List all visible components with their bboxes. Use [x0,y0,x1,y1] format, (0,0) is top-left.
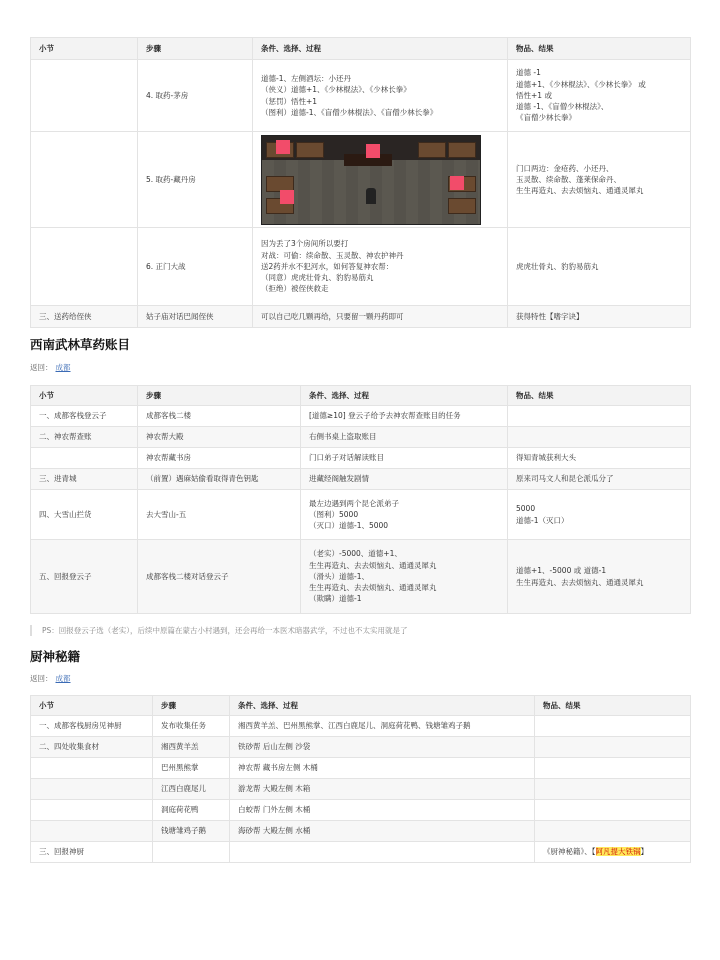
cell-process: 可以自己吃几颗再给，只要留一颗丹药即可 [253,306,508,328]
cell-process: 神农帮 藏书房左侧 木桶 [230,758,535,779]
process-line: （滑头）道德-1、 [309,571,369,581]
back-link-row [30,673,71,684]
table-row [31,427,691,448]
process-line: （灭口）道德-1、5000 [309,521,389,531]
cell-step: 5. 取药-藏丹房 [138,132,253,228]
cell-result [508,60,691,132]
cell-section [31,800,153,821]
table-row [31,758,691,779]
scene-shelf [296,142,324,158]
player-character [366,188,376,204]
result-line: 门口两边：金疮药、小还丹、 [516,163,614,173]
cell-result: 虎虎壮骨丸、豹豹易筋丸 [508,228,691,306]
column-header: 小节 [31,696,153,716]
chest-marker [280,190,294,204]
process-line: （图利）5000 [309,509,359,519]
cell-result [535,737,691,758]
process-line: 最左边遇到两个昆仑派弟子 [309,498,399,508]
cell-step: 成都客栈二楼对话登云子 [138,540,301,614]
process-line: 送2药并水不犯河水，如何答复神农帮： [261,261,394,271]
cell-section [31,821,153,842]
game-screenshot-dan-room [261,135,481,225]
table-row [31,800,691,821]
column-header: 条件、选择、过程 [301,386,508,406]
cell-section [31,758,153,779]
column-header: 物品、结果 [508,38,691,60]
cell-result: 原来司马文人和昆仑派瓜分了 [508,469,691,490]
cell-result [508,540,691,614]
cell-step: 4. 取药-茅房 [138,60,253,132]
ps-note: PS：回报登云子选（老实），后续中原篇在蒙古小村遇到，还会再给一本医术暗器武学，不过也不太实用就是了 [30,625,692,636]
cell-step: （前置）遇麻姑偷看取得青色钥匙 [138,469,301,490]
result-line: 5000 [516,504,536,514]
process-line: （欺瞒）道德-1 [309,594,362,604]
result-line: 道德+1、《少林棍法》、《少林长拳》 或 [516,79,646,89]
cell-step: 去大雪山-五 [138,490,301,540]
result-line: 道德 -1 [516,68,541,78]
result-line: 道德 -1、《盲僧少林棍法》、 [516,102,609,112]
cell-section [31,132,138,228]
cell-process: 湘西黄羊羔、巴州黑熊掌、江西白鹿尾儿、洞庭荷花鸭、钱塘雏鸡子鹅 [230,716,535,737]
cell-result [535,758,691,779]
cell-result [535,800,691,821]
process-line: 因为丢了3个房间所以要打 [261,239,349,249]
cell-step: 6. 正门大战 [138,228,253,306]
cell-process [230,842,535,863]
section-title: 厨神秘籍 [30,649,81,664]
cell-step: 湘西黄羊羔 [153,737,230,758]
scene-shelf [448,198,476,214]
result-line: 道德-1（灭口） [516,515,569,525]
process-line: （老实）-5000、道德+1、 [309,549,402,559]
scene-shelf [418,142,446,158]
column-header: 物品、结果 [535,696,691,716]
process-line: 道德-1、左侧酒坛：小还丹 [261,74,351,83]
column-header: 条件、选择、过程 [230,696,535,716]
process-line: （惩罚）悟性+1 [261,96,318,106]
cell-step: 洞庭荷花鸭 [153,800,230,821]
result-line: 悟性+1 或 [516,90,552,100]
table-medicine-quest [30,37,691,328]
cell-process [253,132,508,228]
back-label: 返回： [30,363,53,372]
cell-result [508,132,691,228]
table-row [31,540,691,614]
table-row [31,779,691,800]
result-line: 《盲僧少林长拳》 [516,113,576,123]
table-row [31,469,691,490]
table-row [31,842,691,863]
cell-process: 进藏经阁触发剧情 [301,469,508,490]
column-header: 步骤 [138,38,253,60]
cell-process [253,60,508,132]
cell-section: 三、进青城 [31,469,138,490]
cell-result: 获得特性【嗜字诀】 [508,306,691,328]
column-header: 物品、结果 [508,386,691,406]
cell-section [31,228,138,306]
column-header: 小节 [31,38,138,60]
cell-step: 巴州黑熊掌 [153,758,230,779]
back-link-chengdu[interactable]: 成都 [55,674,71,683]
column-header: 条件、选择、过程 [253,38,508,60]
cell-section: 三、送药给侄侠 [31,306,138,328]
cell-result [508,490,691,540]
scene-shelf [448,142,476,158]
cell-process [301,540,508,614]
cell-step: 神农帮大殿 [138,427,301,448]
table-row [31,737,691,758]
result-suffix: 】 [640,847,648,857]
cell-section: 一、成都客栈厨房见神厨 [31,716,153,737]
column-header: 小节 [31,386,138,406]
table-herb-ledger [30,385,691,614]
table-row [31,306,691,328]
table-row [31,821,691,842]
cell-process [253,228,508,306]
cell-section: 二、四处收集食材 [31,737,153,758]
result-line: 道德+1、-5000 或 道德-1 [516,566,607,576]
table-row [31,60,691,132]
cell-section [31,60,138,132]
column-header: 步骤 [138,386,301,406]
cell-result [535,821,691,842]
cell-section: 二、神农帮查账 [31,427,138,448]
chest-marker [450,176,464,190]
cell-section: 五、回报登云子 [31,540,138,614]
result-prefix: 《厨神秘籍》、【 [543,847,596,857]
table-row [31,490,691,540]
table-row [31,228,691,306]
process-line: （图利）道德-1、《盲僧少林棍法》、《盲僧少林长拳》 [261,107,438,117]
cell-step: 钱塘雏鸡子鹅 [153,821,230,842]
cell-result [535,842,691,863]
column-header: 步骤 [153,696,230,716]
result-line: 生生再造丸、去去烦恼丸、通通灵犀丸 [516,186,644,196]
cell-process: 右侧书桌上盗取账目 [301,427,508,448]
cell-process: 游龙帮 大殿左侧 木箱 [230,779,535,800]
cell-process: 铁砂帮 后山左侧 沙袋 [230,737,535,758]
cell-result [535,716,691,737]
cell-result [508,427,691,448]
chest-marker [276,140,290,154]
cell-section: 三、回报神厨 [31,842,153,863]
process-line: 生生再造丸、去去烦恼丸、通通灵犀丸 [309,583,437,593]
cell-process: 海砂帮 大殿左侧 水桶 [230,821,535,842]
back-label: 返回： [30,674,53,683]
cell-step: 成都客栈二楼 [138,406,301,427]
back-link-chengdu[interactable]: 成都 [55,363,71,372]
cell-result [535,779,691,800]
cell-process: [道德≥10] 登云子给予去神农帮查账目的任务 [301,406,508,427]
highlighted-item: 阿凡提大铁锅 [595,847,641,857]
table-chef-recipe [30,695,691,863]
chest-marker [366,144,380,158]
result-line: 玉灵散、续命散、蓬莱保命丹、 [516,174,621,184]
cell-section [31,779,153,800]
process-line: （拒绝）被侄侠救走 [261,284,329,294]
cell-step: 神农帮藏书房 [138,448,301,469]
process-line: （侠义）道德+1、《少林棍法》、《少林长拳》 [261,85,411,95]
table-row [31,406,691,427]
cell-process [301,490,508,540]
cell-process: 门口弟子对话解读账目 [301,448,508,469]
cell-section: 四、大雪山拦货 [31,490,138,540]
cell-step: 发布收集任务 [153,716,230,737]
process-line: 对战：可偷：续命散、玉灵散、神农护神丹 [261,250,404,260]
result-line: 生生再造丸、去去烦恼丸、通通灵犀丸 [516,577,644,587]
process-line: （同意）虎虎壮骨丸、豹豹易筋丸 [261,273,374,283]
table-row [31,132,691,228]
cell-process: 白蛟帮 门外左侧 木桶 [230,800,535,821]
cell-section [31,448,138,469]
section-title: 西南武林草药账目 [30,337,131,352]
cell-step: 江西白鹿尾儿 [153,779,230,800]
process-line: 生生再造丸、去去烦恼丸、通通灵犀丸 [309,560,437,570]
table-row [31,716,691,737]
cell-result: 得知青城获利大头 [508,448,691,469]
cell-step [153,842,230,863]
cell-step: 姑子庙对话巴闻侄侠 [138,306,253,328]
cell-section: 一、成都客栈登云子 [31,406,138,427]
back-link-row [30,362,71,373]
table-row [31,448,691,469]
cell-result [508,406,691,427]
